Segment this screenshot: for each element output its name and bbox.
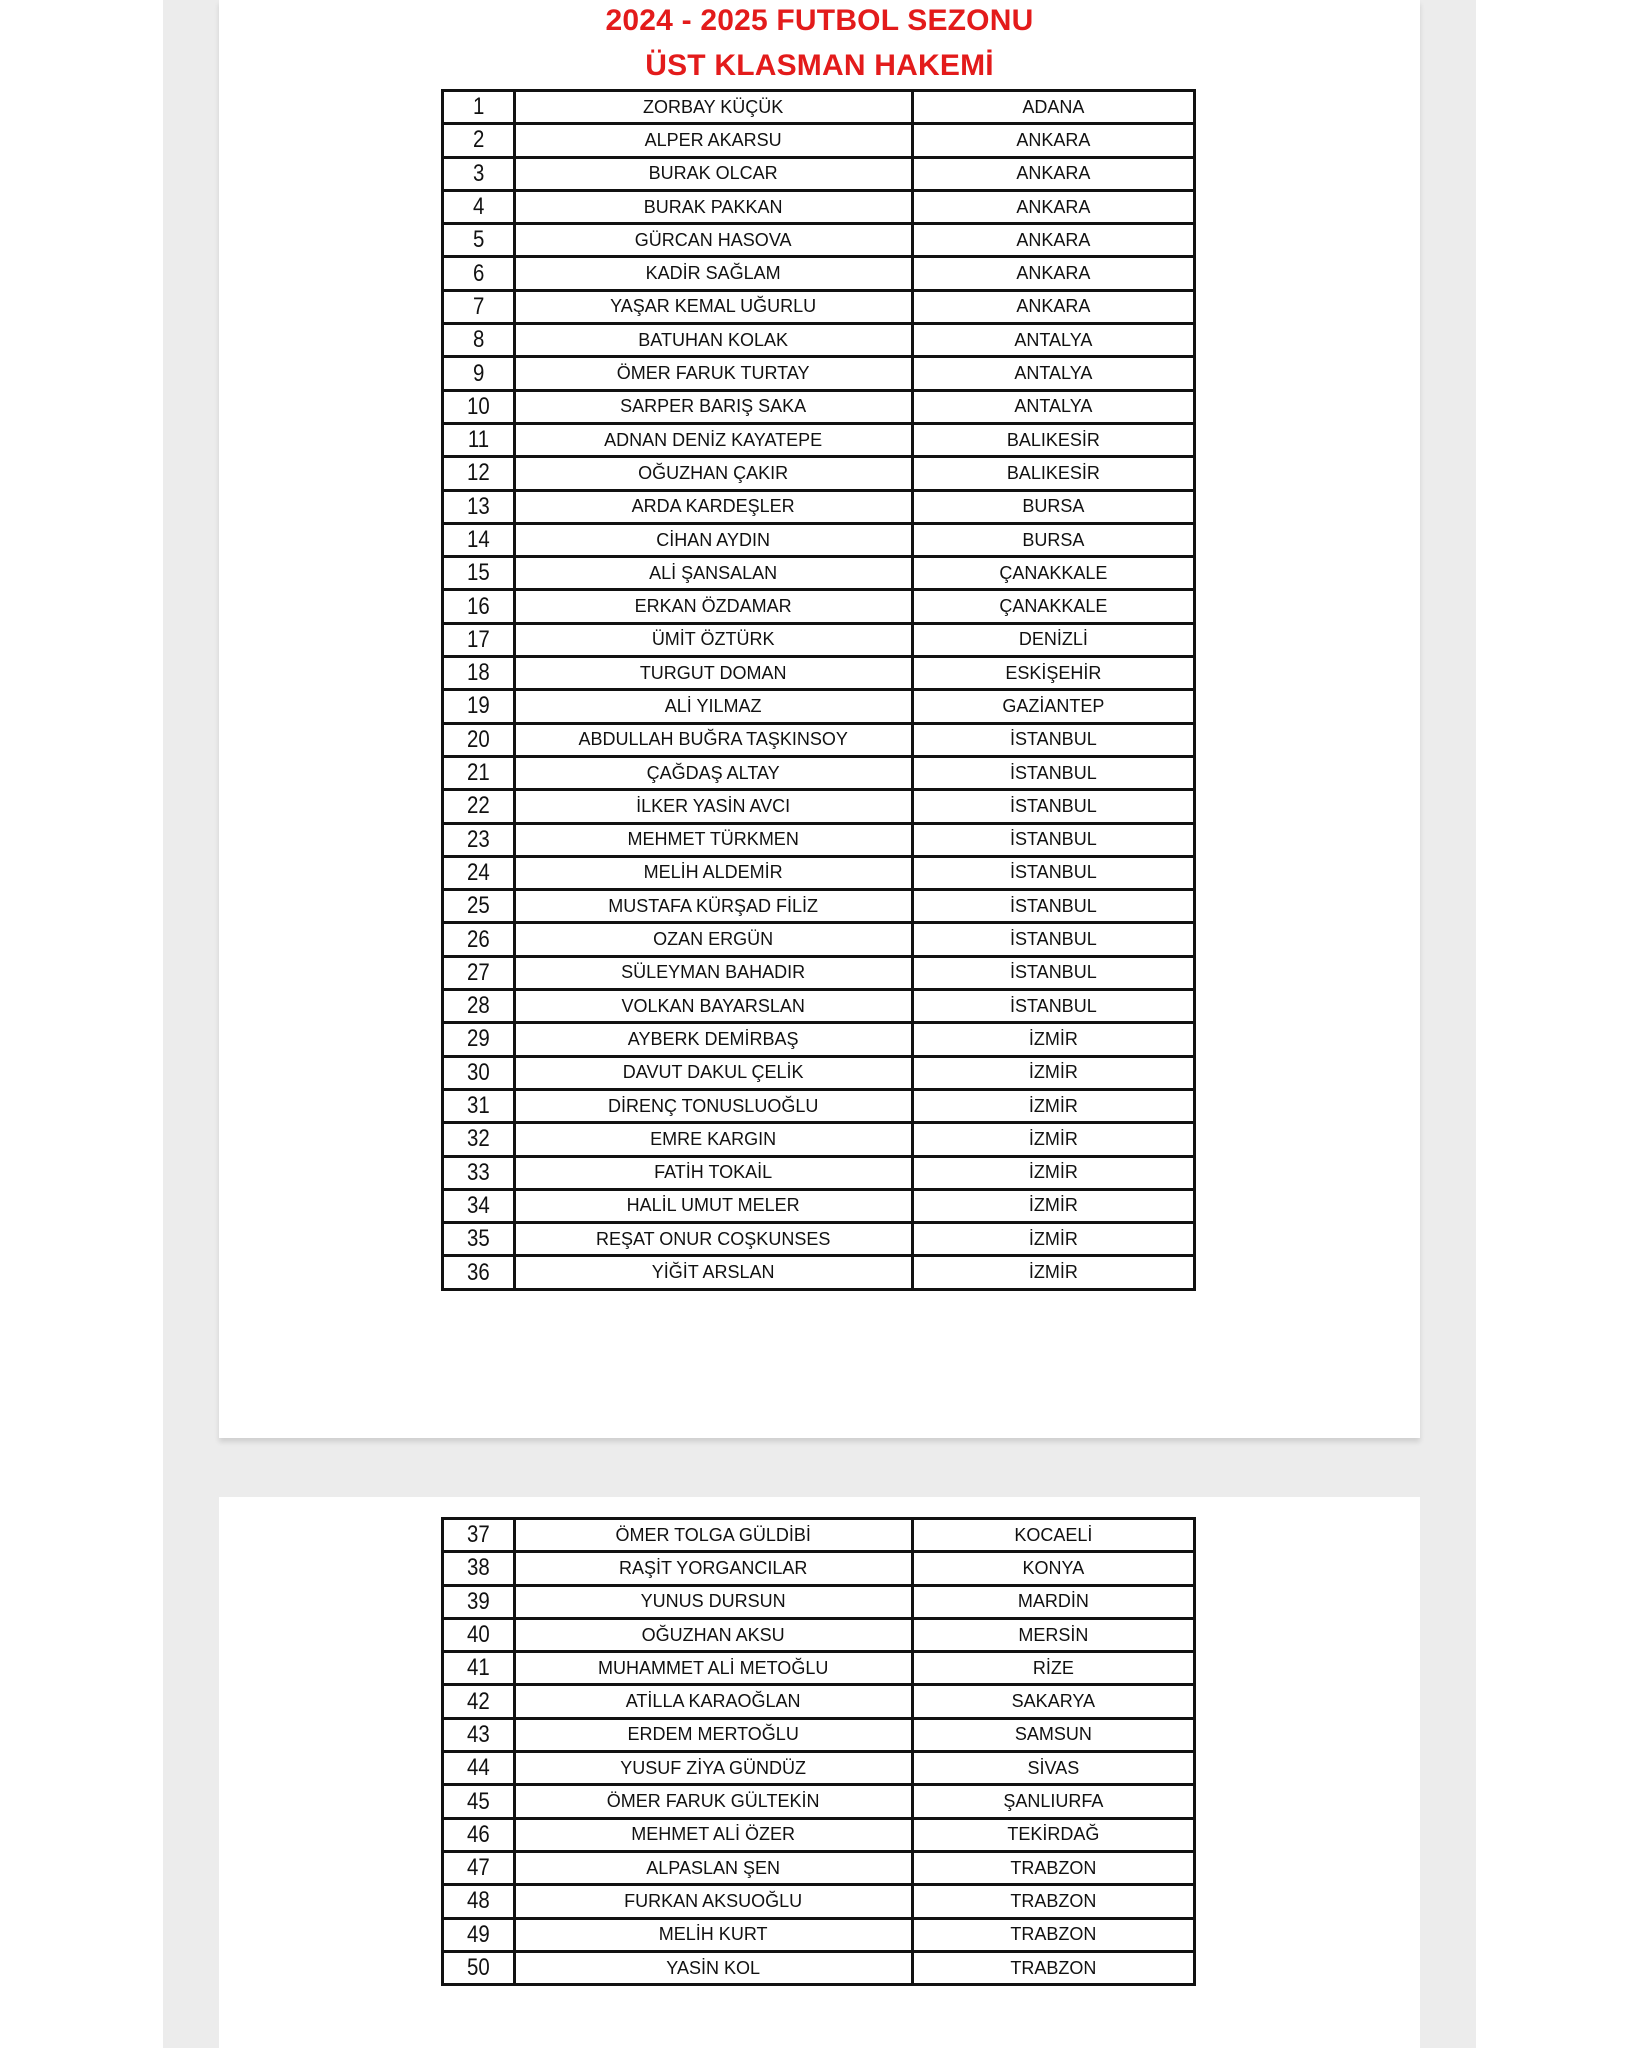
row-number-text: 19: [466, 692, 490, 720]
referee-city: ANKARA: [912, 157, 1194, 190]
row-number: [443, 923, 515, 956]
referee-name: ARDA KARDEŞLER: [514, 490, 912, 523]
row-number: [443, 1752, 515, 1785]
referee-city: ESKİŞEHİR: [912, 657, 1194, 690]
referee-city: SİVAS: [912, 1752, 1194, 1785]
referee-city: ÇANAKKALE: [912, 557, 1194, 590]
referee-name: DAVUT DAKUL ÇELİK: [514, 1056, 912, 1089]
row-number-text: 44: [466, 1754, 490, 1782]
row-number: [443, 657, 515, 690]
referee-name: FURKAN AKSUOĞLU: [514, 1885, 912, 1918]
referee-city: İZMİR: [912, 1189, 1194, 1222]
referee-name: MELİH ALDEMİR: [514, 856, 912, 889]
table-row: [443, 1851, 1195, 1884]
referee-table-body: [443, 1519, 1195, 1985]
referee-city: MERSİN: [912, 1618, 1194, 1651]
table-row: [443, 657, 1195, 690]
row-number: [443, 290, 515, 323]
row-number-text: 47: [466, 1854, 490, 1882]
row-number: [443, 557, 515, 590]
referee-name: ERDEM MERTOĞLU: [514, 1718, 912, 1751]
referee-name: BURAK OLCAR: [514, 157, 912, 190]
referee-name: AYBERK DEMİRBAŞ: [514, 1023, 912, 1056]
referee-name: OĞUZHAN AKSU: [514, 1618, 912, 1651]
referee-name: ÖMER FARUK TURTAY: [514, 357, 912, 390]
row-number-text: 42: [466, 1687, 490, 1715]
referee-table-body: [443, 91, 1195, 1290]
row-number: [443, 1519, 515, 1552]
row-number-text: 20: [466, 725, 490, 753]
row-number-text: 36: [466, 1258, 490, 1286]
row-number-text: 40: [466, 1621, 490, 1649]
table-row: [443, 923, 1195, 956]
row-number: [443, 490, 515, 523]
table-row: [443, 490, 1195, 523]
referee-name: DİRENÇ TONUSLUOĞLU: [514, 1089, 912, 1122]
row-number: [443, 1585, 515, 1618]
row-number: [443, 190, 515, 223]
referee-name: İLKER YASİN AVCI: [514, 790, 912, 823]
row-number: [443, 990, 515, 1023]
row-number-text: 28: [466, 992, 490, 1020]
row-number: [443, 756, 515, 789]
row-number: [443, 523, 515, 556]
table-row: [443, 623, 1195, 656]
referee-city: ANKARA: [912, 190, 1194, 223]
table-row: [443, 423, 1195, 456]
referee-name: REŞAT ONUR COŞKUNSES: [514, 1223, 912, 1256]
referee-name: BATUHAN KOLAK: [514, 324, 912, 357]
table-row: [443, 1156, 1195, 1189]
referee-city: TEKİRDAĞ: [912, 1818, 1194, 1851]
referee-name: MEHMET ALİ ÖZER: [514, 1818, 912, 1851]
row-number: [443, 890, 515, 923]
referee-name: TURGUT DOMAN: [514, 657, 912, 690]
referee-name: SARPER BARIŞ SAKA: [514, 390, 912, 423]
referee-name: ZORBAY KÜÇÜK: [514, 91, 912, 124]
table-row: [443, 1189, 1195, 1222]
table-row: [443, 990, 1195, 1023]
table-row: [443, 224, 1195, 257]
row-number-text: 35: [466, 1225, 490, 1253]
row-number-text: 50: [466, 1954, 490, 1981]
row-number-text: 29: [466, 1025, 490, 1053]
referee-city: ANTALYA: [912, 357, 1194, 390]
row-number-text: 37: [466, 1521, 490, 1549]
table-row: [443, 1752, 1195, 1785]
table-row: [443, 1552, 1195, 1585]
row-number-text: 1: [472, 93, 484, 121]
referee-city: ŞANLIURFA: [912, 1785, 1194, 1818]
referee-table-page-1: [441, 89, 1196, 1291]
row-number-text: 15: [466, 559, 490, 587]
referee-city: İSTANBUL: [912, 823, 1194, 856]
row-number: [443, 423, 515, 456]
table-row: [443, 157, 1195, 190]
referee-name: ATİLLA KARAOĞLAN: [514, 1685, 912, 1718]
row-number-text: 17: [466, 625, 490, 653]
table-row: [443, 557, 1195, 590]
row-number: [443, 623, 515, 656]
table-row: [443, 1089, 1195, 1122]
row-number-text: 27: [466, 958, 490, 986]
table-row: [443, 690, 1195, 723]
referee-name: ALİ YILMAZ: [514, 690, 912, 723]
table-row: [443, 324, 1195, 357]
row-number-text: 32: [466, 1125, 490, 1153]
table-row: [443, 1685, 1195, 1718]
referee-city: BALIKESİR: [912, 423, 1194, 456]
row-number-text: 2: [472, 126, 484, 154]
table-row: [443, 1652, 1195, 1685]
table-row: [443, 1951, 1195, 1984]
row-number-text: 49: [466, 1920, 490, 1948]
referee-city: GAZİANTEP: [912, 690, 1194, 723]
row-number-text: 33: [466, 1158, 490, 1186]
row-number: [443, 1156, 515, 1189]
row-number-text: 6: [472, 259, 484, 287]
table-row: [443, 1618, 1195, 1651]
row-number-text: 48: [466, 1887, 490, 1915]
row-number: [443, 1851, 515, 1884]
referee-name: GÜRCAN HASOVA: [514, 224, 912, 257]
referee-name: FATİH TOKAİL: [514, 1156, 912, 1189]
table-row: [443, 257, 1195, 290]
row-number: [443, 157, 515, 190]
referee-city: İZMİR: [912, 1089, 1194, 1122]
table-row: [443, 956, 1195, 989]
referee-name: CİHAN AYDIN: [514, 523, 912, 556]
row-number: [443, 1785, 515, 1818]
row-number: [443, 1618, 515, 1651]
row-number-text: 3: [472, 159, 484, 187]
referee-city: ANKARA: [912, 290, 1194, 323]
referee-city: İZMİR: [912, 1256, 1194, 1289]
referee-name: YAŞAR KEMAL UĞURLU: [514, 290, 912, 323]
referee-name: SÜLEYMAN BAHADIR: [514, 956, 912, 989]
row-number: [443, 1056, 515, 1089]
table-row: [443, 91, 1195, 124]
row-number: [443, 1223, 515, 1256]
referee-city: TRABZON: [912, 1885, 1194, 1918]
row-number: [443, 1885, 515, 1918]
referee-city: TRABZON: [912, 1851, 1194, 1884]
table-row: [443, 1256, 1195, 1289]
row-number-text: 43: [466, 1720, 490, 1748]
table-row: [443, 523, 1195, 556]
referee-name: VOLKAN BAYARSLAN: [514, 990, 912, 1023]
row-number-text: 31: [466, 1092, 490, 1120]
table-row: [443, 390, 1195, 423]
table-row: [443, 290, 1195, 323]
referee-name: ALPASLAN ŞEN: [514, 1851, 912, 1884]
referee-city: İSTANBUL: [912, 856, 1194, 889]
referee-name: ÖMER FARUK GÜLTEKİN: [514, 1785, 912, 1818]
referee-name: ÖMER TOLGA GÜLDİBİ: [514, 1519, 912, 1552]
row-number: [443, 1951, 515, 1984]
table-row: [443, 890, 1195, 923]
row-number-text: 25: [466, 892, 490, 920]
table-row: [443, 1223, 1195, 1256]
referee-name: ADNAN DENİZ KAYATEPE: [514, 423, 912, 456]
row-number: [443, 790, 515, 823]
row-number: [443, 1552, 515, 1585]
referee-name: MUHAMMET ALİ METOĞLU: [514, 1652, 912, 1685]
table-row: [443, 823, 1195, 856]
referee-city: TRABZON: [912, 1951, 1194, 1984]
row-number-text: 34: [466, 1191, 490, 1219]
row-number-text: 9: [472, 359, 484, 387]
row-number: [443, 1685, 515, 1718]
row-number: [443, 224, 515, 257]
referee-city: İSTANBUL: [912, 723, 1194, 756]
table-row: [443, 1056, 1195, 1089]
row-number-text: 24: [466, 858, 490, 886]
row-number-text: 26: [466, 925, 490, 953]
table-row: [443, 1023, 1195, 1056]
referee-city: İSTANBUL: [912, 890, 1194, 923]
table-row: [443, 723, 1195, 756]
referee-city: ANKARA: [912, 224, 1194, 257]
row-number: [443, 324, 515, 357]
referee-city: İSTANBUL: [912, 990, 1194, 1023]
referee-city: MARDİN: [912, 1585, 1194, 1618]
row-number-text: 22: [466, 792, 490, 820]
referee-name: YASİN KOL: [514, 1951, 912, 1984]
referee-city: ADANA: [912, 91, 1194, 124]
referee-city: İSTANBUL: [912, 923, 1194, 956]
row-number-text: 41: [466, 1654, 490, 1682]
referee-name: ABDULLAH BUĞRA TAŞKINSOY: [514, 723, 912, 756]
row-number: [443, 390, 515, 423]
table-row: [443, 756, 1195, 789]
row-number-text: 5: [472, 226, 484, 254]
referee-name: OZAN ERGÜN: [514, 923, 912, 956]
referee-city: ANKARA: [912, 124, 1194, 157]
row-number: [443, 823, 515, 856]
table-row: [443, 457, 1195, 490]
referee-city: ANTALYA: [912, 390, 1194, 423]
table-row: [443, 1885, 1195, 1918]
document-title: 2024 - 2025 FUTBOL SEZONU: [605, 4, 1034, 37]
row-number-text: 45: [466, 1787, 490, 1815]
row-number: [443, 856, 515, 889]
referee-city: İZMİR: [912, 1156, 1194, 1189]
row-number-text: 30: [466, 1058, 490, 1086]
referee-name: ALİ ŞANSALAN: [514, 557, 912, 590]
row-number: [443, 1089, 515, 1122]
document-page-2: [219, 1497, 1420, 2048]
row-number: [443, 124, 515, 157]
row-number: [443, 1023, 515, 1056]
row-number: [443, 690, 515, 723]
referee-name: MELİH KURT: [514, 1918, 912, 1951]
table-row: [443, 1123, 1195, 1156]
referee-name: BURAK PAKKAN: [514, 190, 912, 223]
row-number: [443, 1189, 515, 1222]
row-number: [443, 1256, 515, 1289]
row-number-text: 10: [466, 392, 490, 420]
referee-city: KOCAELİ: [912, 1519, 1194, 1552]
table-row: [443, 1818, 1195, 1851]
referee-city: İZMİR: [912, 1023, 1194, 1056]
referee-name: YUNUS DURSUN: [514, 1585, 912, 1618]
row-number: [443, 1718, 515, 1751]
row-number-text: 16: [466, 592, 490, 620]
referee-city: ÇANAKKALE: [912, 590, 1194, 623]
referee-name: KADİR SAĞLAM: [514, 257, 912, 290]
referee-table-page-2: [441, 1517, 1196, 1986]
referee-city: RİZE: [912, 1652, 1194, 1685]
referee-name: MEHMET TÜRKMEN: [514, 823, 912, 856]
table-row: [443, 1918, 1195, 1951]
referee-city: BURSA: [912, 523, 1194, 556]
referee-name: YUSUF ZİYA GÜNDÜZ: [514, 1752, 912, 1785]
row-number-text: 8: [472, 326, 484, 354]
row-number-text: 18: [466, 659, 490, 687]
row-number: [443, 91, 515, 124]
referee-city: İSTANBUL: [912, 756, 1194, 789]
row-number: [443, 590, 515, 623]
row-number-text: 14: [466, 526, 490, 553]
row-number-text: 7: [472, 292, 484, 320]
referee-city: BALIKESİR: [912, 457, 1194, 490]
referee-city: KONYA: [912, 1552, 1194, 1585]
table-row: [443, 357, 1195, 390]
referee-name: EMRE KARGIN: [514, 1123, 912, 1156]
row-number-text: 4: [472, 193, 484, 221]
referee-city: İZMİR: [912, 1123, 1194, 1156]
referee-city: İZMİR: [912, 1223, 1194, 1256]
table-row: [443, 790, 1195, 823]
referee-name: ERKAN ÖZDAMAR: [514, 590, 912, 623]
row-number-text: 12: [466, 459, 490, 487]
referee-city: SAKARYA: [912, 1685, 1194, 1718]
referee-city: İZMİR: [912, 1056, 1194, 1089]
row-number: [443, 1818, 515, 1851]
row-number: [443, 357, 515, 390]
referee-name: ALPER AKARSU: [514, 124, 912, 157]
table-row: [443, 1585, 1195, 1618]
table-row: [443, 1785, 1195, 1818]
document-page-1: [219, 0, 1420, 1438]
row-number: [443, 956, 515, 989]
row-number: [443, 1123, 515, 1156]
row-number: [443, 1918, 515, 1951]
referee-name: MUSTAFA KÜRŞAD FİLİZ: [514, 890, 912, 923]
row-number-text: 21: [466, 759, 490, 787]
referee-city: İSTANBUL: [912, 956, 1194, 989]
row-number-text: 13: [466, 492, 490, 520]
referee-city: İSTANBUL: [912, 790, 1194, 823]
table-row: [443, 856, 1195, 889]
row-number-text: 11: [467, 426, 489, 454]
table-row: [443, 1519, 1195, 1552]
row-number: [443, 1652, 515, 1685]
referee-city: TRABZON: [912, 1918, 1194, 1951]
row-number-text: 39: [466, 1587, 490, 1615]
document-subtitle: ÜST KLASMAN HAKEMİ: [645, 49, 994, 82]
row-number-text: 23: [466, 825, 490, 853]
referee-name: ÇAĞDAŞ ALTAY: [514, 756, 912, 789]
referee-name: YİĞİT ARSLAN: [514, 1256, 912, 1289]
row-number-text: 46: [466, 1820, 490, 1848]
referee-name: HALİL UMUT MELER: [514, 1189, 912, 1222]
table-row: [443, 124, 1195, 157]
row-number: [443, 257, 515, 290]
referee-city: ANTALYA: [912, 324, 1194, 357]
referee-name: ÜMİT ÖZTÜRK: [514, 623, 912, 656]
row-number-text: 38: [466, 1554, 490, 1582]
referee-city: ANKARA: [912, 257, 1194, 290]
row-number: [443, 457, 515, 490]
table-row: [443, 190, 1195, 223]
table-row: [443, 590, 1195, 623]
table-row: [443, 1718, 1195, 1751]
referee-city: BURSA: [912, 490, 1194, 523]
row-number: [443, 723, 515, 756]
referee-city: SAMSUN: [912, 1718, 1194, 1751]
referee-name: OĞUZHAN ÇAKIR: [514, 457, 912, 490]
referee-city: DENİZLİ: [912, 623, 1194, 656]
referee-name: RAŞİT YORGANCILAR: [514, 1552, 912, 1585]
